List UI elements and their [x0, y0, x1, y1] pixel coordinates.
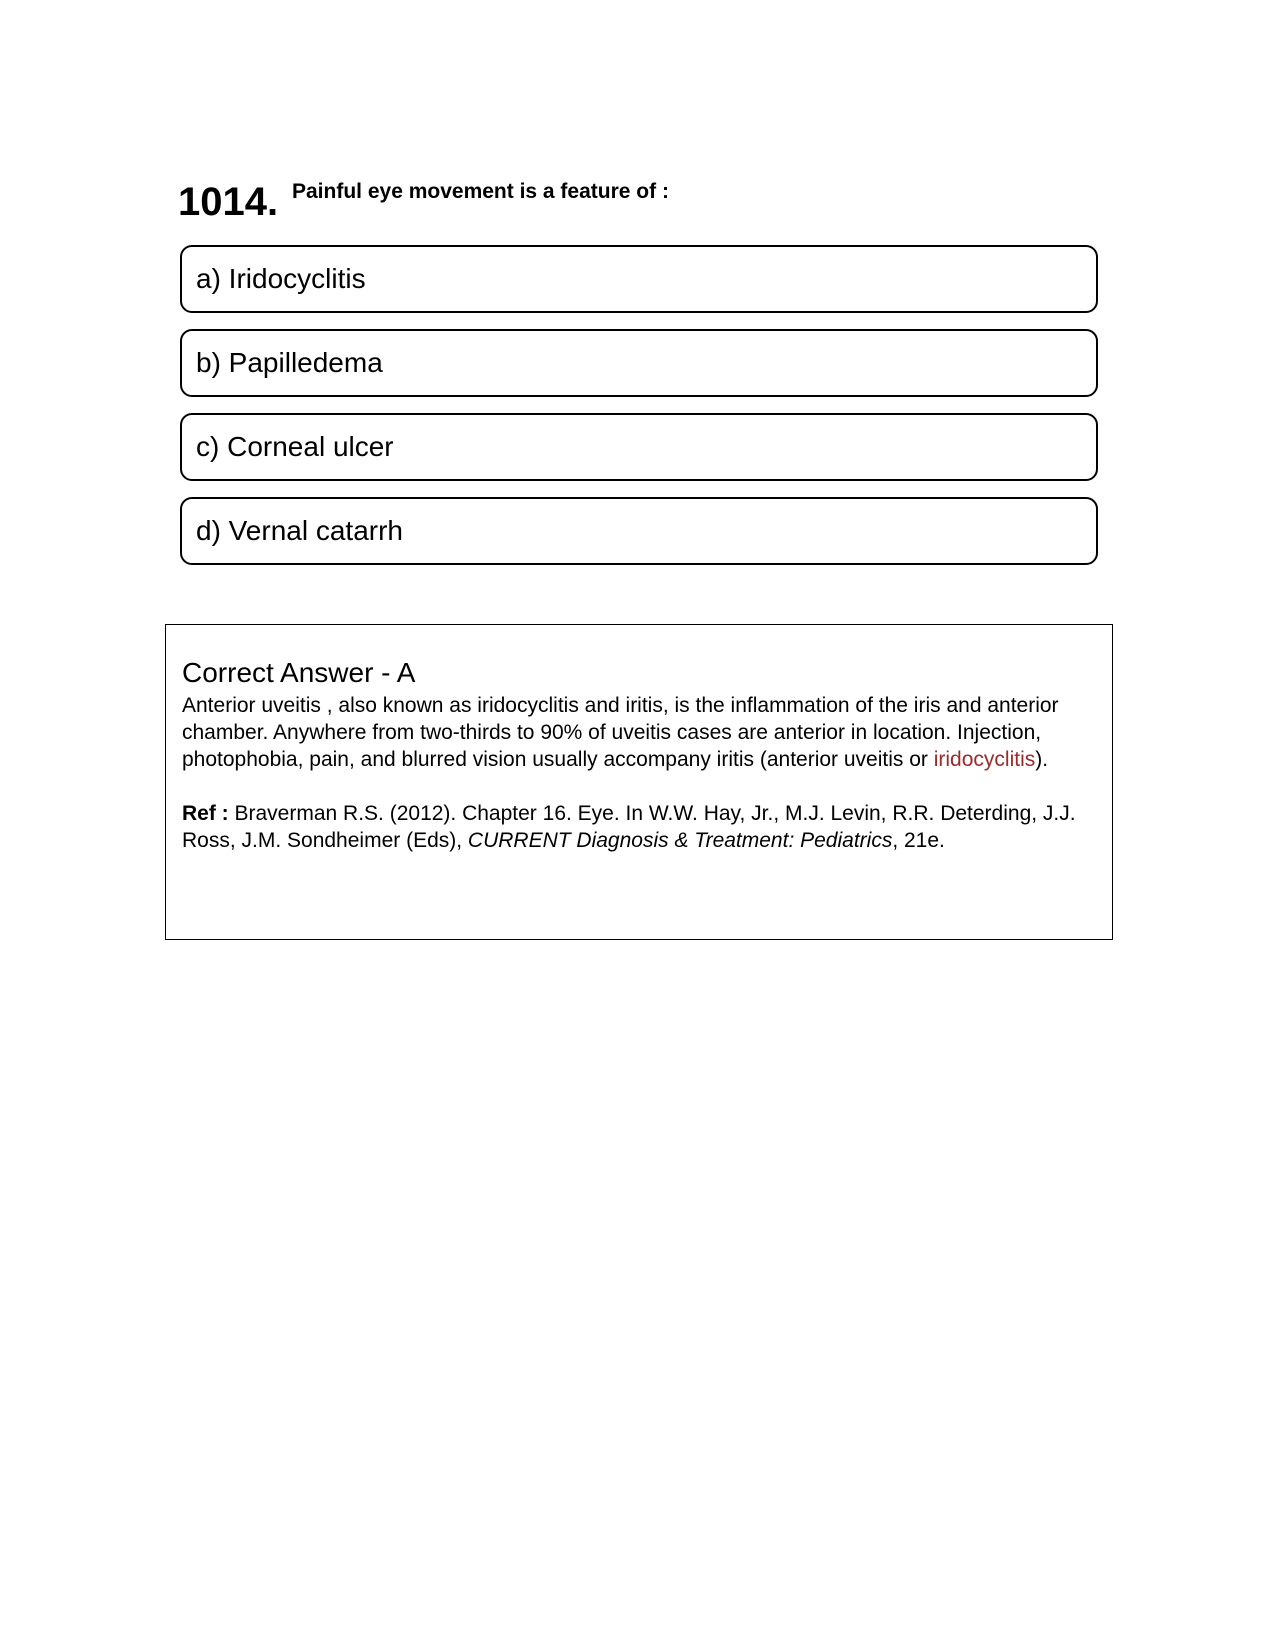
option-a[interactable]: a) Iridocyclitis: [180, 245, 1098, 313]
reference-text: Braverman R.S. (2012). Chapter 16. Eye. In W.W. Hay, Jr., M.J. Levin, R.R. Deterding, J.J. Ross, J.M. Sondheimer (Eds),: [182, 802, 1076, 852]
explanation-end: ).: [1035, 748, 1049, 771]
options-list: [180, 245, 1098, 581]
reference-book-title: CURRENT Diagnosis & Treatment: Pediatrics: [467, 829, 893, 852]
option-b[interactable]: b) Papilledema: [180, 329, 1098, 397]
option-d[interactable]: d) Vernal catarrh: [180, 497, 1098, 565]
explanation-link-term[interactable]: iridocyclitis: [933, 748, 1036, 771]
option-c[interactable]: c) Corneal ulcer: [180, 413, 1098, 481]
reference-edition: , 21e.: [892, 829, 945, 852]
question-text: Painful eye movement is a feature of :: [292, 180, 669, 203]
correct-answer-title: Correct Answer - A: [182, 657, 416, 688]
reference-label: Ref :: [182, 802, 229, 825]
answer-explanation: [182, 692, 1096, 773]
question-number: 1014.: [178, 180, 279, 224]
question-header: [178, 178, 1098, 228]
reference: [182, 800, 1096, 854]
explanation-text: Anterior uveitis , also known as iridocyclitis and iritis, is the inflammation of the iris and anterior chamber. Anywhere from two-thirds to 90% of uveitis cases are anterior in location. Injection, photophobia, pain, and blurred vision usually accompany iritis (anterior uveitis or: [182, 694, 1059, 771]
answer-panel: [165, 624, 1113, 940]
